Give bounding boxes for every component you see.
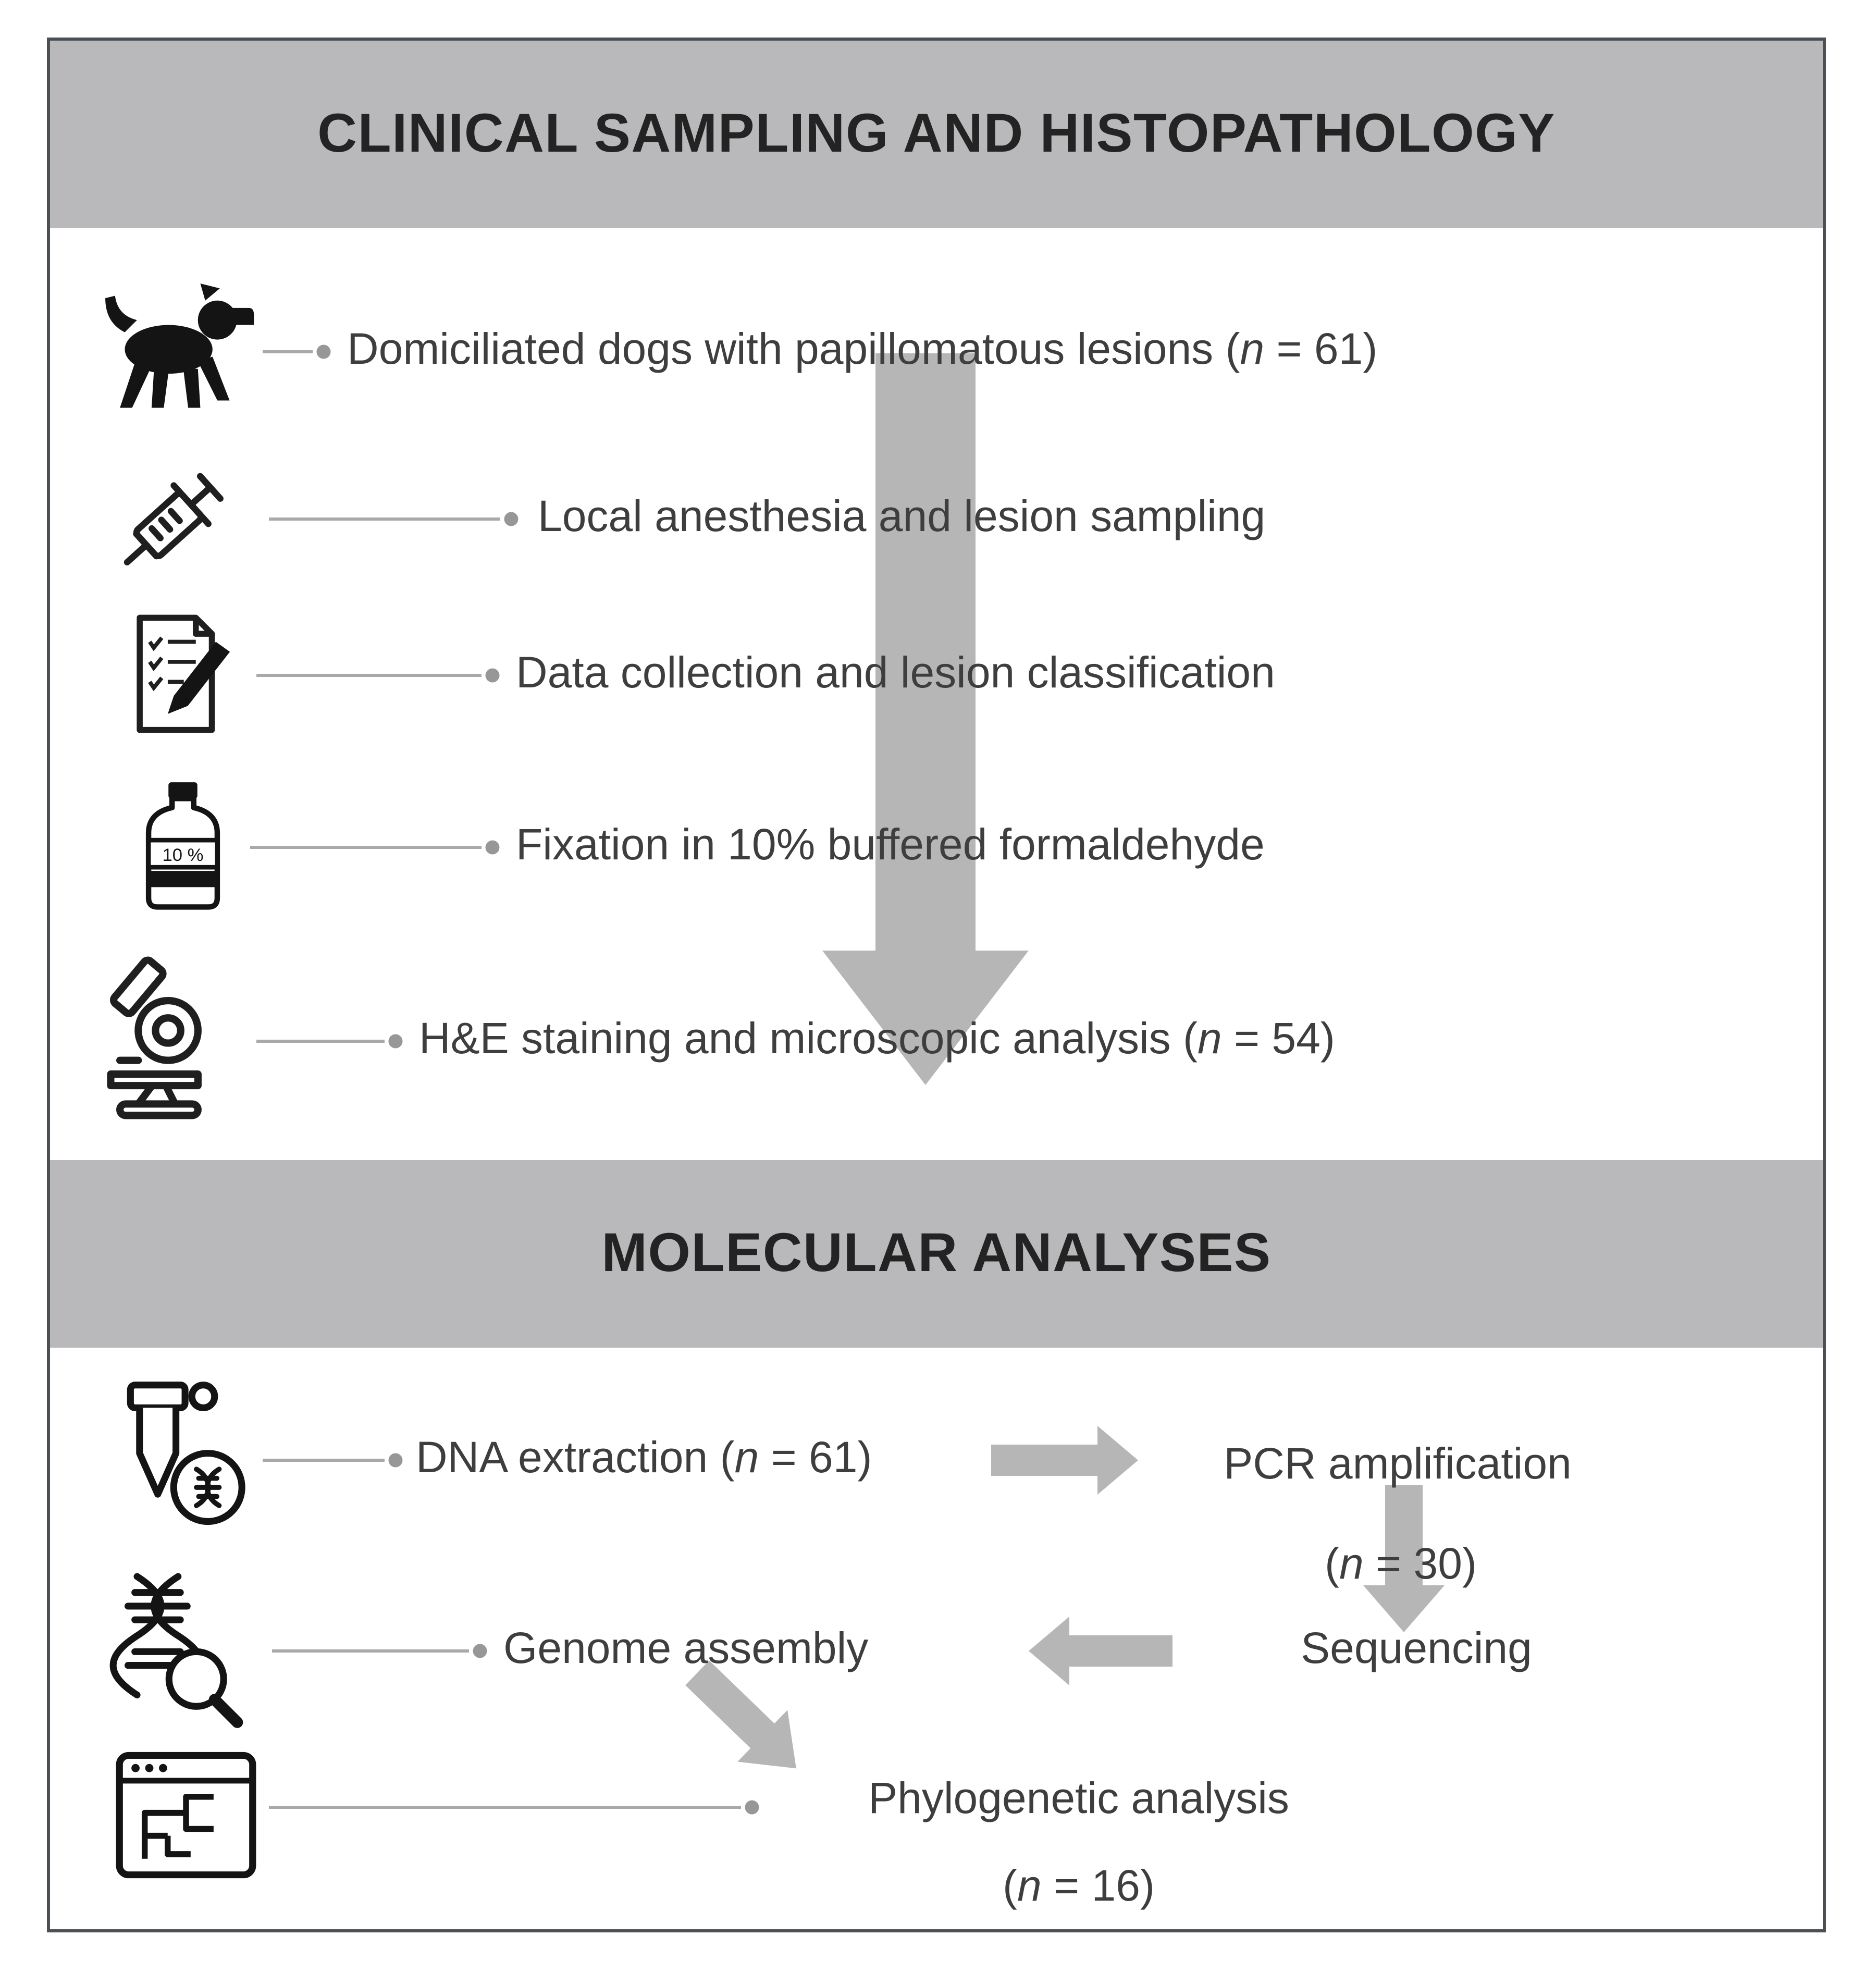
connector-dot-data xyxy=(486,669,500,683)
label-text: DNA extraction ( xyxy=(416,1433,735,1482)
label-text: H&E staining and microscopic analysis ( xyxy=(419,1014,1198,1063)
microscope-shape xyxy=(110,958,198,1115)
step-label-data-collection xyxy=(516,648,1275,698)
syringe-icon xyxy=(106,450,244,588)
microtube-dna-icon xyxy=(103,1366,253,1545)
section-header-clinical xyxy=(50,41,1823,228)
arrow-right-pcr xyxy=(991,1426,1138,1495)
label-n: n xyxy=(1339,1539,1364,1588)
microscope-icon xyxy=(97,954,244,1126)
label-text: Sequencing xyxy=(1301,1624,1532,1673)
step-label-dogs xyxy=(347,325,1377,375)
label-text: = 30) xyxy=(1363,1539,1477,1588)
step-label-anesthesia xyxy=(538,492,1265,542)
arrow-down-main xyxy=(822,353,1029,1085)
label-text: Fixation in 10% buffered formaldehyde xyxy=(516,820,1265,869)
label-text: PCR amplification xyxy=(1224,1439,1572,1488)
section-title: CLINICAL SAMPLING AND HISTOPATHOLOGY xyxy=(317,103,1556,164)
connector-dot-dna xyxy=(389,1453,403,1468)
label-text: ( xyxy=(1325,1539,1340,1588)
step-label-pcr xyxy=(1224,1439,1572,1489)
label-text: = 61) xyxy=(1264,325,1378,374)
arrow-left-genome xyxy=(1029,1617,1172,1685)
step-label-phylogenetic-n xyxy=(1003,1862,1155,1912)
microtube-shape xyxy=(130,1385,242,1522)
connector-dot-genome xyxy=(473,1644,487,1658)
dna-magnifier-icon xyxy=(97,1570,250,1729)
magnifier-handle xyxy=(215,1699,238,1722)
connector-dot-dogs xyxy=(317,345,331,359)
step-label-fixation xyxy=(516,820,1265,870)
notepad-pencil-icon xyxy=(116,603,244,744)
label-n: n xyxy=(734,1433,759,1482)
tree-window-icon xyxy=(113,1742,260,1889)
formaldehyde-bottle-icon xyxy=(125,760,241,935)
label-text: Data collection and lesion classification xyxy=(516,648,1275,697)
step-label-pcr-n xyxy=(1325,1539,1477,1589)
label-text: Domiciliated dogs with papillomatous lesions ( xyxy=(347,325,1240,374)
dog-icon xyxy=(91,278,256,425)
label-text: Local anesthesia and lesion sampling xyxy=(538,492,1266,541)
connector-dot-phylo xyxy=(745,1801,759,1815)
step-label-genome-assembly xyxy=(503,1624,868,1674)
connector-dot-he xyxy=(389,1034,403,1049)
bottle-band xyxy=(149,871,217,887)
bottle-label: 10 % xyxy=(162,845,204,866)
label-text: = 54) xyxy=(1221,1014,1335,1063)
label-n: n xyxy=(1240,325,1265,374)
connector-dot-anesthesia xyxy=(504,512,519,526)
section-title: MOLECULAR ANALYSES xyxy=(601,1223,1272,1284)
step-label-sequencing xyxy=(1301,1624,1532,1674)
dog-silhouette xyxy=(105,284,254,408)
label-text: Genome assembly xyxy=(503,1624,869,1673)
step-label-phylogenetic xyxy=(868,1774,1289,1824)
label-text: ( xyxy=(1003,1862,1018,1911)
label-text: Phylogenetic analysis xyxy=(868,1774,1289,1823)
label-n: n xyxy=(1017,1862,1042,1911)
connector-dot-fixation xyxy=(486,841,500,855)
step-label-he-staining xyxy=(419,1014,1335,1064)
step-label-dna-extraction xyxy=(416,1433,872,1483)
syringe-shape xyxy=(110,468,228,581)
section-header-molecular xyxy=(50,1160,1823,1348)
window-dots xyxy=(131,1764,167,1772)
label-text: = 61) xyxy=(759,1433,872,1482)
label-text: = 16) xyxy=(1041,1862,1155,1911)
label-n: n xyxy=(1197,1014,1222,1063)
